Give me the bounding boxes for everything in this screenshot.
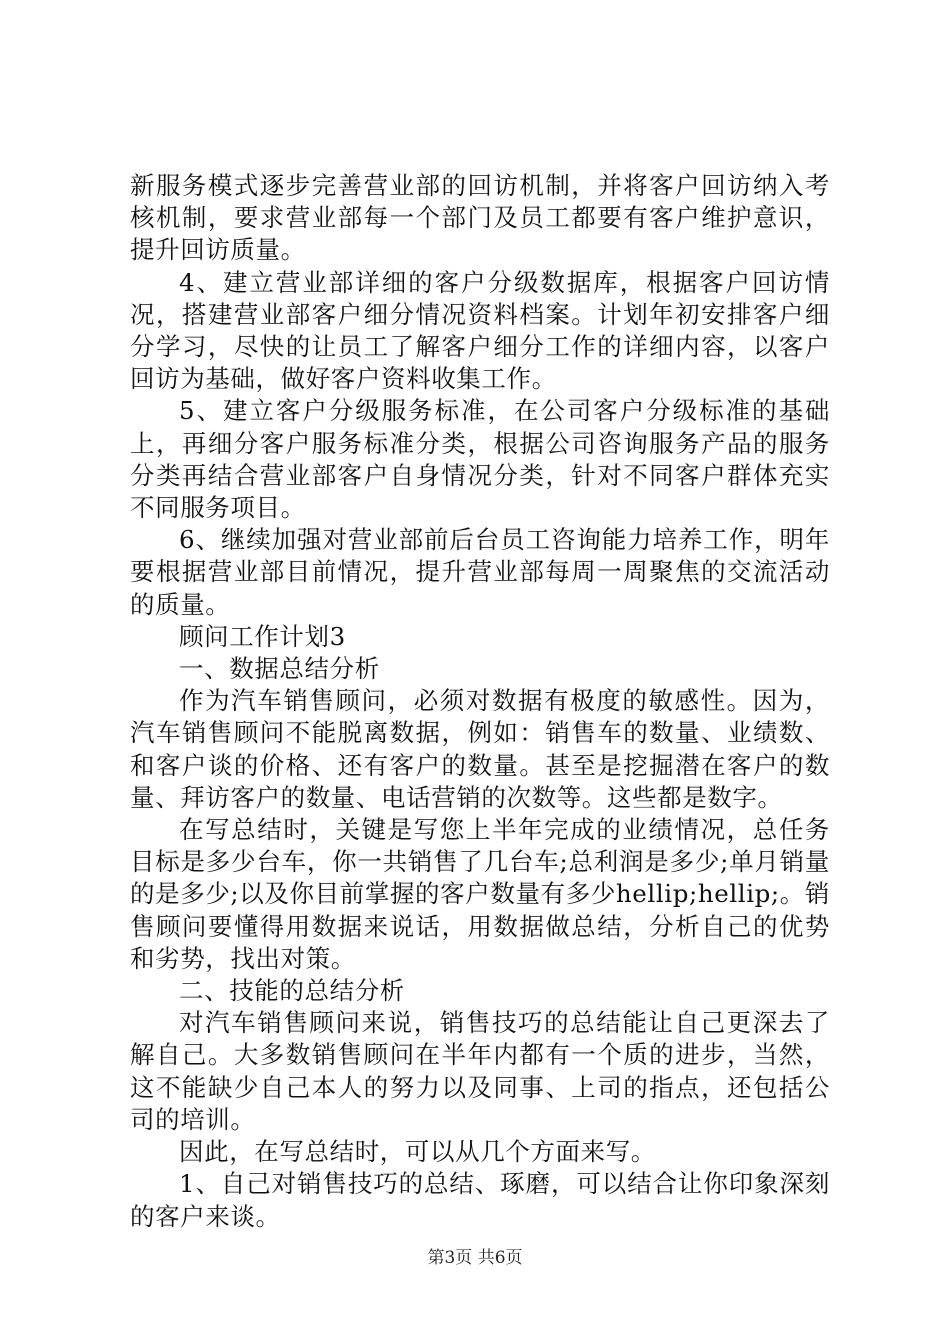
- paragraph: 新服务模式逐步完善营业部的回访机制，并将客户回访纳入考核机制，要求营业部每一个部门及员工都要有客户维护意识，提升回访质量。: [130, 171, 830, 265]
- paragraph: 6、继续加强对营业部前后台员工咨询能力培养工作，明年要根据营业部目前情况，提升营业部每周一周聚焦的交流活动的质量。: [130, 525, 830, 619]
- paragraph: 1、自己对销售技巧的总结、琢磨，可以结合让你印象深刻的客户来谈。: [130, 1169, 830, 1231]
- section-title: 顾问工作计划3: [179, 621, 346, 651]
- document-body: [130, 170, 830, 1233]
- paragraph: 作为汽车销售顾问，必须对数据有极度的敏感性。因为，汽车销售顾问不能脱离数据，例如：销售车的数量、业绩数、和客户谈的价格、还有客户的数量。甚至是挖掘潜在客户的数量、拜访客户的数量、电话营销的次数等。这些都是数字。: [130, 686, 830, 812]
- paragraph: 4、建立营业部详细的客户分级数据库，根据客户回访情况，搭建营业部客户细分情况资料档案。计划年初安排客户细分学习，尽快的让员工了解客户细分工作的详细内容，以客户回访为基础，做好客户资料收集工作。: [130, 267, 830, 394]
- paragraph: 5、建立客户分级服务标准，在公司客户分级标准的基础上，再细分客户服务标准分类，根据公司咨询服务产品的服务分类再结合营业部客户自身情况分类，针对不同客户群体充实不同服务项目。: [130, 396, 830, 523]
- paragraph: 对汽车销售顾问来说，销售技巧的总结能让自己更深去了解自己。大多数销售顾问在半年内都有一个质的进步，当然，这不能缺少自己本人的努力以及同事、上司的指点，还包括公司的培训。: [130, 1008, 830, 1134]
- section-heading: 二、技能的总结分析: [179, 976, 405, 1006]
- page-number-footer: 第3页 共6页: [427, 1248, 523, 1268]
- section-heading: 一、数据总结分析: [179, 654, 380, 684]
- paragraph: 因此，在写总结时，可以从几个方面来写。: [179, 1137, 656, 1167]
- paragraph: 在写总结时，关键是写您上半年完成的业绩情况，总任务目标是多少台车，你一共销售了几台车;总利润是多少;单月销量的是多少;以及你目前掌握的客户数量有多少hellip;hellip;。销售顾问要懂得用数据来说话，用数据做总结，分析自己的优势和劣势，找出对策。: [130, 815, 830, 973]
